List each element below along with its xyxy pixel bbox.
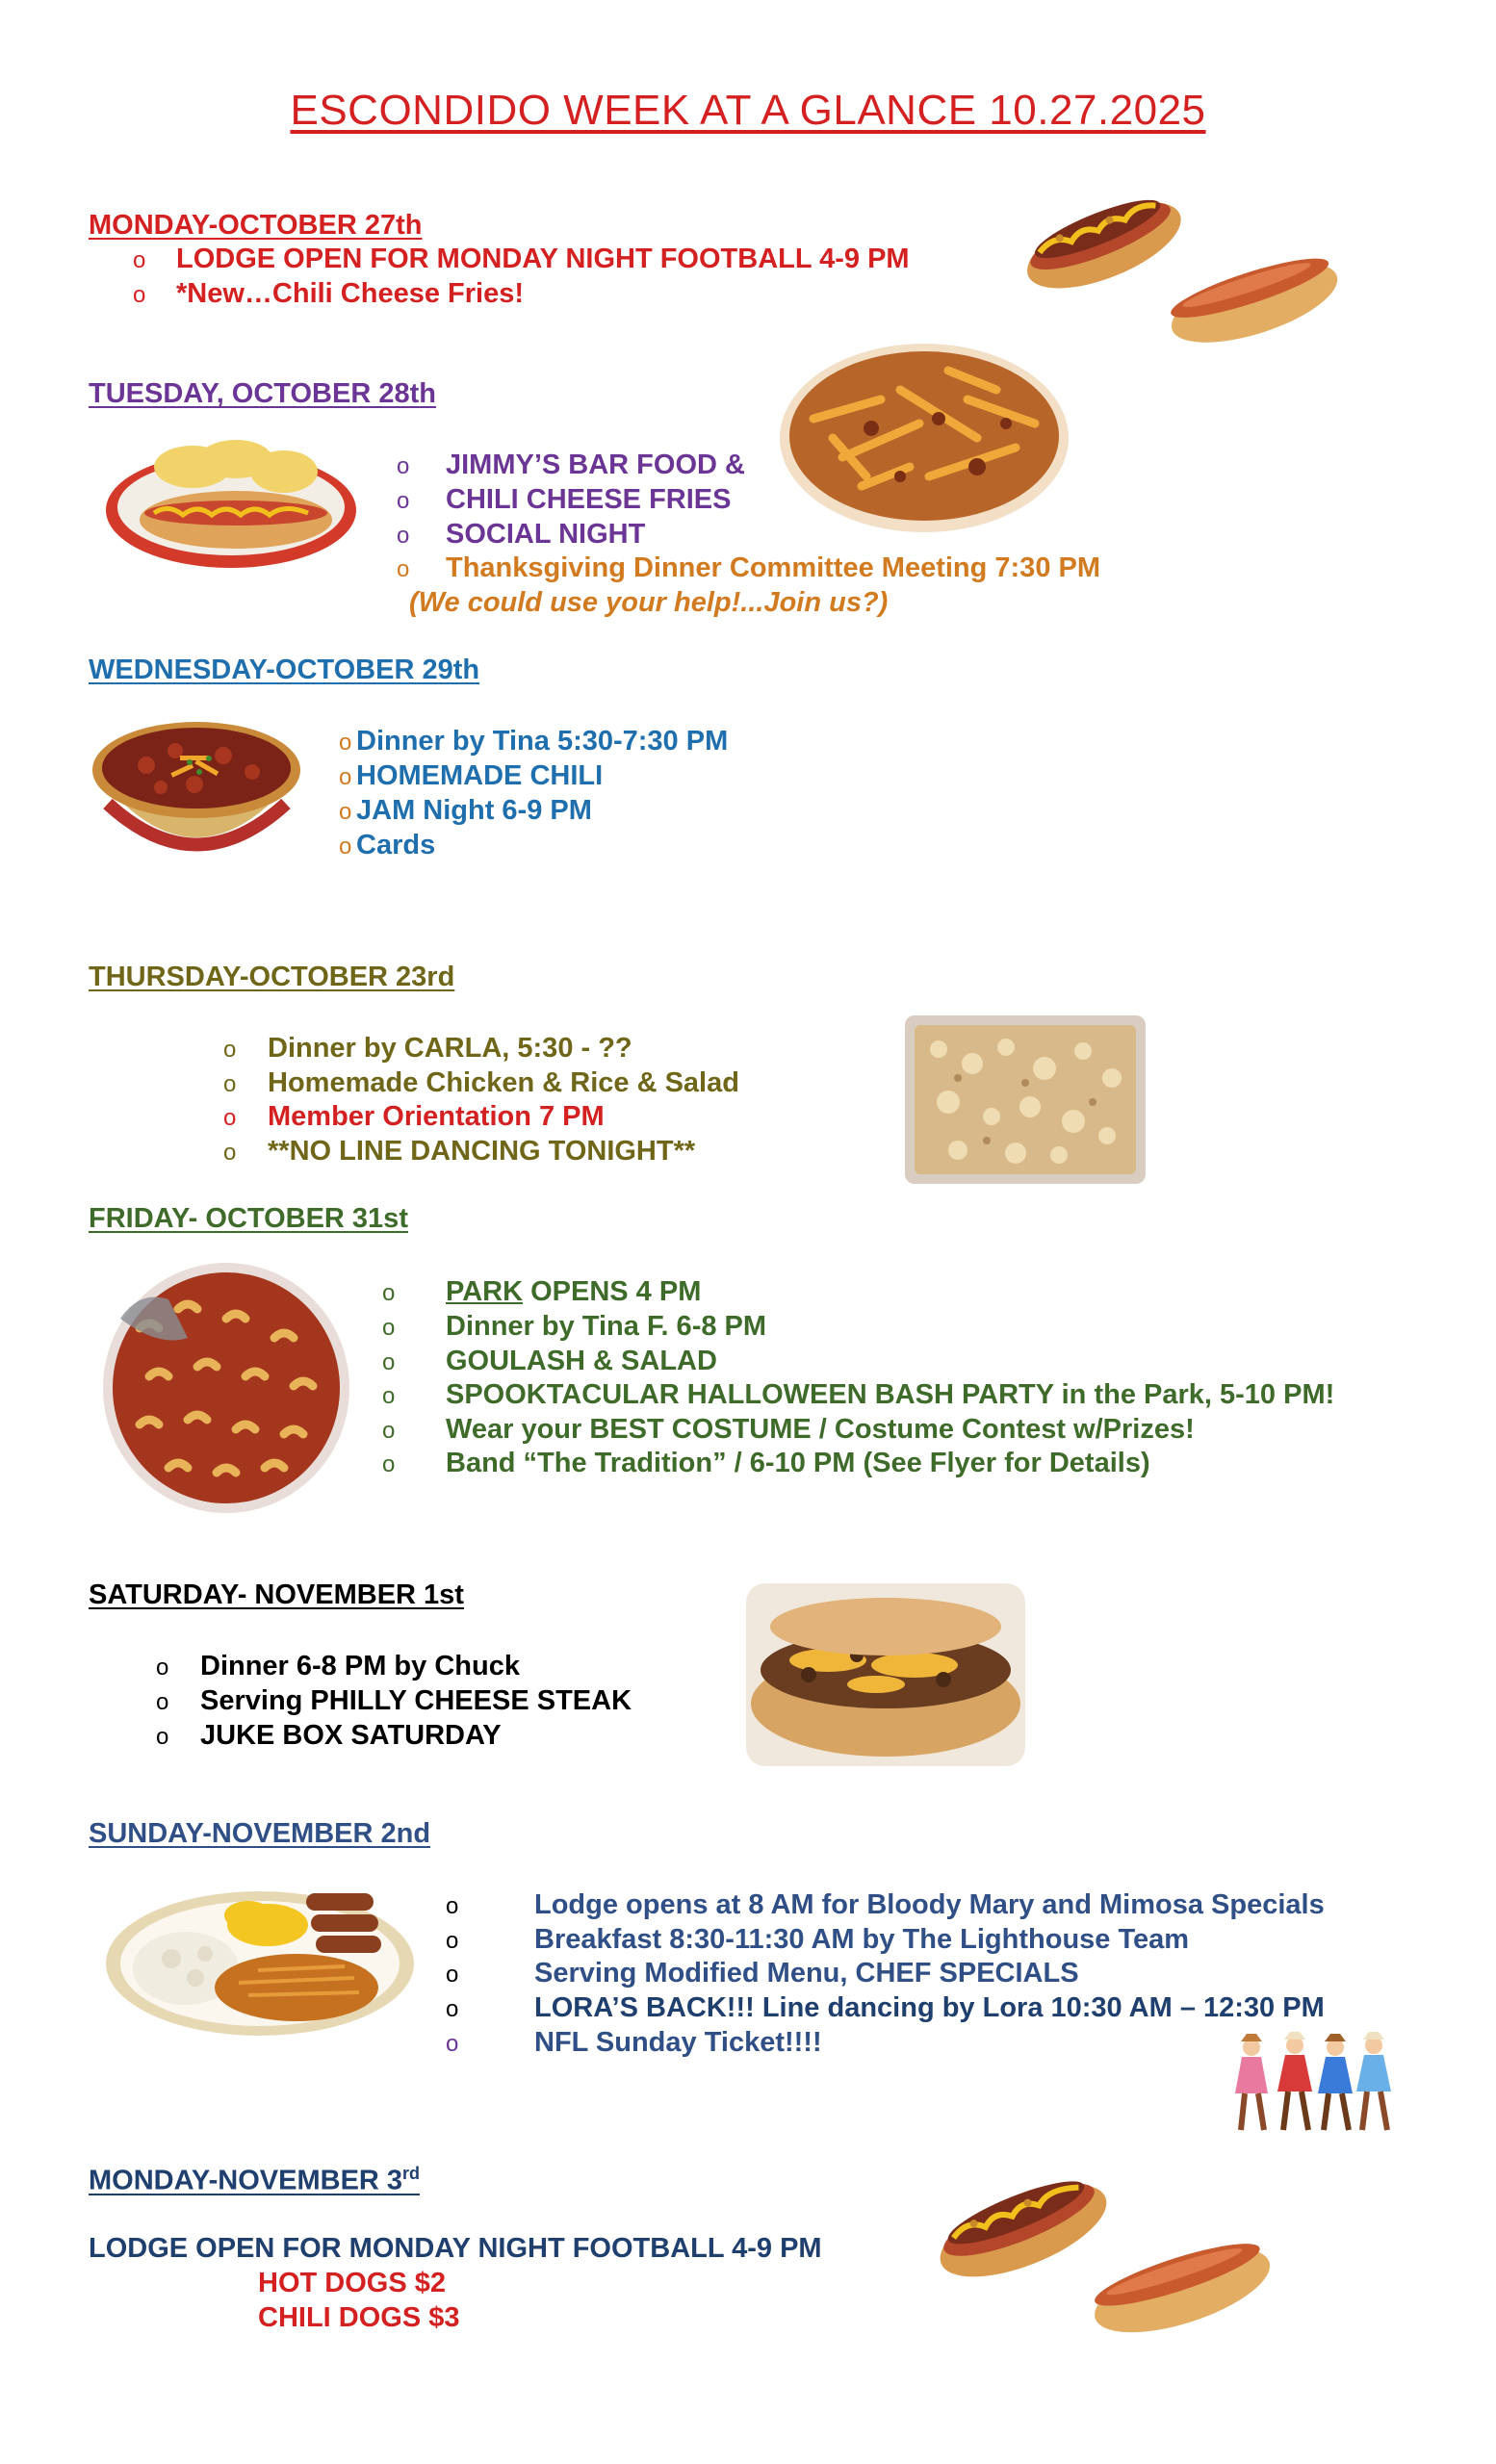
park-word: PARK (446, 1276, 524, 1307)
monday-item: o (133, 247, 146, 273)
sunday-bullet: o (446, 2031, 459, 2057)
friday-park-item: PARK OPENS 4 PM (446, 1276, 702, 1307)
friday-bullet: o (382, 1383, 396, 1409)
sunday-item-2: Breakfast 8:30-11:30 AM by The Lighthouse Team (534, 1924, 1190, 1955)
tuesday-item-2: CHILI CHEESE FRIES (446, 484, 732, 515)
monday-header: MONDAY-OCTOBER 27th (89, 210, 423, 241)
tuesday-bullet: o (397, 488, 410, 514)
wednesday-item-1: Dinner by Tina 5:30-7:30 PM (356, 726, 729, 757)
wednesday-item-3: JAM Night 6-9 PM (356, 795, 592, 826)
wednesday-header: WEDNESDAY-OCTOBER 29th (89, 654, 480, 685)
saturday-header: SATURDAY- NOVEMBER 1st (89, 1579, 464, 1610)
monday2-header: MONDAY-NOVEMBER 3rd (89, 2164, 421, 2196)
thursday-item-2: Homemade Chicken & Rice & Salad (268, 1067, 739, 1098)
friday-item-3: SPOOKTACULAR HALLOWEEN BASH PARTY in the Park, 5-10 PM! (446, 1379, 1335, 1410)
sunday-bullet: o (446, 1893, 459, 1919)
tuesday-bullet: o (397, 453, 410, 479)
saturday-item-3: JUKE BOX SATURDAY (200, 1720, 502, 1751)
thursday-bullet: o (223, 1140, 237, 1166)
friday-header: FRIDAY- OCTOBER 31st (89, 1203, 408, 1234)
tuesday-item-1: JIMMY’S BAR FOOD & (446, 449, 745, 480)
hot-dog-price: HOT DOGS $2 (258, 2268, 446, 2298)
saturday-bullet: o (156, 1655, 169, 1681)
thursday-item-4: **NO LINE DANCING TONIGHT** (268, 1136, 696, 1167)
wednesday-item-4: Cards (356, 830, 436, 860)
tuesday-bullet: o (397, 556, 410, 582)
friday-item-1: Dinner by Tina F. 6-8 PM (446, 1311, 767, 1342)
page-title: ESCONDIDO WEEK AT A GLANCE 10.27.2025 (290, 87, 1206, 134)
thursday-item-1: Dinner by CARLA, 5:30 - ?? (268, 1033, 632, 1064)
chili-dog-price: CHILI DOGS $3 (258, 2302, 460, 2333)
wednesday-bullet: o (339, 799, 352, 825)
wednesday-item-2: HOMEMADE CHILI (356, 760, 604, 791)
friday-bullet: o (382, 1280, 396, 1306)
thursday-bullet: o (223, 1071, 237, 1097)
wednesday-bullet: o (339, 764, 352, 790)
sunday-bullet: o (446, 1928, 459, 1954)
wednesday-bullet: o (339, 730, 352, 756)
thursday-header: THURSDAY-OCTOBER 23rd (89, 962, 455, 992)
monday-bullet: o (133, 282, 146, 308)
thursday-bullet: o (223, 1037, 237, 1063)
breakfast-plate-image (104, 1872, 417, 2040)
tuesday-bullet: o (397, 523, 410, 549)
sunday-header: SUNDAY-NOVEMBER 2nd (89, 1818, 431, 1849)
friday-bullet: o (382, 1451, 396, 1477)
friday-bullet: o (382, 1315, 396, 1341)
friday-bullet: o (382, 1418, 396, 1444)
thursday-item-3: Member Orientation 7 PM (268, 1101, 605, 1132)
chicken-rice-casserole-image (900, 1011, 1150, 1189)
line-dancers-image (1227, 2026, 1396, 2142)
sunday-bullet: o (446, 1996, 459, 2022)
goulash-image (101, 1261, 351, 1516)
monday2-line: LODGE OPEN FOR MONDAY NIGHT FOOTBALL 4-9 PM (89, 2233, 822, 2264)
hot-dog-basket-image (101, 428, 361, 573)
friday-item-4: Wear your BEST COSTUME / Costume Contest w/Prizes! (446, 1414, 1195, 1445)
chili-dog-and-hot-dog-image (929, 2146, 1276, 2348)
thursday-bullet: o (223, 1105, 237, 1131)
chili-bowl-image (89, 712, 305, 876)
monday-item-2: *New…Chili Cheese Fries! (176, 278, 524, 309)
chili-cheese-fries-image (775, 332, 1073, 534)
saturday-item-1: Dinner 6-8 PM by Chuck (200, 1651, 520, 1681)
friday-item-5: Band “The Tradition” / 6-10 PM (See Flyer for Details) (446, 1448, 1150, 1478)
sunday-item-5: NFL Sunday Ticket!!!! (534, 2027, 822, 2058)
saturday-bullet: o (156, 1724, 169, 1750)
philly-cheese-steak-image (741, 1578, 1030, 1771)
sunday-item-4: LORA’S BACK!!! Line dancing by Lora 10:30 AM – 12:30 PM (534, 1992, 1325, 2023)
sunday-item-1: Lodge opens at 8 AM for Bloody Mary and Mimosa Specials (534, 1889, 1325, 1920)
wednesday-bullet: o (339, 834, 352, 860)
monday-item-1: LODGE OPEN FOR MONDAY NIGHT FOOTBALL 4-9 PM (176, 244, 910, 274)
sunday-bullet: o (446, 1962, 459, 1988)
tuesday-item-4: Thanksgiving Dinner Committee Meeting 7:30 PM (446, 552, 1100, 583)
friday-bullet: o (382, 1349, 396, 1375)
sunday-item-3: Serving Modified Menu, CHEF SPECIALS (534, 1958, 1079, 1989)
saturday-bullet: o (156, 1689, 169, 1715)
friday-item-2: GOULASH & SALAD (446, 1346, 717, 1376)
tuesday-note: (We could use your help!...Join us?) (409, 587, 889, 618)
tuesday-item-3: SOCIAL NIGHT (446, 519, 646, 550)
saturday-item-2: Serving PHILLY CHEESE STEAK (200, 1685, 632, 1716)
tuesday-header: TUESDAY, OCTOBER 28th (89, 378, 436, 409)
